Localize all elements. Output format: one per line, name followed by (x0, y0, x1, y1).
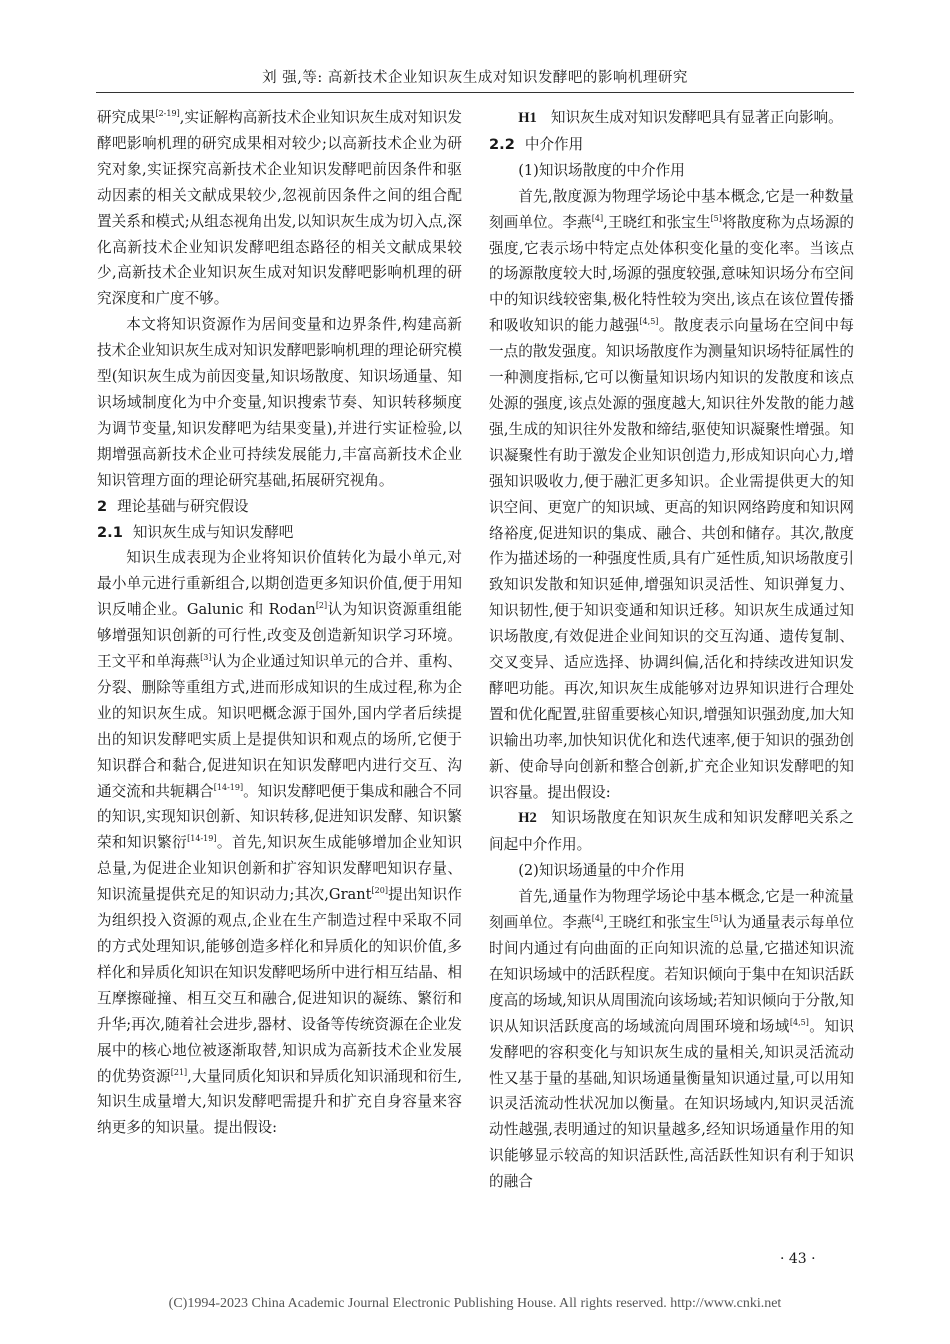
citation: [20] (371, 886, 388, 896)
paragraph (489, 184, 854, 806)
text: 认为知识资源重组能够增强知识创新的可行性,改变及创造新知识学习环境。王文平和单海燕 (97, 601, 462, 671)
text: 。知识发酵吧的容积变化与知识灰生成的量相关,知识灵活流动性又基于量的基础,知识场通量衡量知识通过量,可以用知识灵活流动性状况加以衡量。在知识场域内,知识灵活流动性越强,表明通过的知识量越多,经知识场通量作用的知识能够显示较高的知识活跃性,高活跃性知识有利于知识的融合 (489, 1017, 854, 1191)
section-number: 2.2 (489, 135, 515, 153)
page-number: · 43 · (780, 1251, 816, 1267)
text: 。知识发酵吧便于集成和融合不同的知识,实现知识创新、知识转移,促进知识发酵、知识繁荣和知识繁衍 (97, 782, 462, 852)
citation: [5] (710, 914, 722, 924)
citation: [2] (315, 601, 328, 611)
text: 提出知识作为组织投入资源的观点,企业在生产制造过程中采取不同的方式处理知识,能够创造多样化和异质化的知识价值,多样化和异质化知识在知识发酵吧场所中进行相互结晶、相互摩擦碰撞、相互交互和融合,促进知识的凝练、繁衍和升华;再次,随着社会进步,器材、设备等传统资源在企业发展中的核心地位被逐渐取替,知识成为高新技术企业发展的优势资源 (97, 886, 462, 1085)
section-title: 理论基础与研究假设 (117, 497, 249, 515)
text: 认为通量表示每单位时间内通过有向曲面的正向知识流的总量,它描述知识流在知识场域中的活跃程度。若知识倾向于集中在知识活跃度高的场域,知识从周围流向该场域;若知识倾向于分散,知识从知识活跃度高的场域流向周围环境和场域 (489, 914, 854, 1035)
hypothesis-label: H1 (518, 110, 537, 126)
subsection-heading (489, 132, 854, 158)
running-title: 刘 强,等: 高新技术企业知识灰生成对知识发酵吧的影响机理研究 (262, 70, 688, 86)
citation: [4] (591, 914, 604, 924)
citation: [4,5] (639, 317, 659, 327)
paragraph (97, 105, 462, 312)
text: 首先,通量作为物理学场论中基本概念,它是一种流量刻画单位。李燕 (489, 888, 854, 932)
section-number: 2.1 (97, 523, 123, 541)
section-title: 中介作用 (524, 135, 584, 153)
citation: [14-19] (187, 834, 217, 844)
left-column (97, 105, 462, 1141)
header-rule (96, 92, 854, 93)
text: ,王晓红和张宝生 (603, 914, 711, 932)
text: 。首先,知识灰生成能够增加企业知识总量,为促进企业知识创新和扩容知识发酵吧知识存量、知识流量提供充足的知识动力;其次,Grant (97, 834, 462, 904)
section-heading (97, 494, 462, 520)
subsection-heading (97, 520, 462, 546)
citation: [14-19] (213, 782, 244, 792)
hypothesis-label: H2 (518, 810, 537, 827)
paragraph (97, 545, 462, 1141)
text: ,王晓红和张宝生 (603, 213, 711, 231)
hypothesis-text: 知识场散度在知识灰生成和知识发酵吧关系之间起中介作用。 (489, 809, 854, 854)
paragraph (489, 884, 854, 1195)
citation: [5] (710, 213, 722, 223)
hypothesis-text: 知识灰生成对知识发酵吧具有显著正向影响。 (550, 109, 843, 126)
citation: [4] (591, 213, 604, 223)
sub-heading: (1)知识场散度的中介作用 (518, 161, 685, 179)
paragraph: 本文将知识资源作为居间变量和边界条件,构建高新技术企业知识灰生成对知识发酵吧影响机理的理论研究模型(知识灰生成为前因变量,知识场散度、知识场通量、知识场域制度化为中介变量,知识搜索节奏、知识转移频度为调节变量,知识发酵吧为结果变量),并进行实证检验,以期增强高新技术企业可持续发展能力,丰富高新技术企业知识管理方面的理论研究基础,拓展研究视角。 (97, 316, 462, 489)
text: ,大量同质化知识和异质化知识涌现和衍生,知识生成量增大,知识发酵吧需提升和扩充自身容量来容纳更多的知识量。提出假设: (97, 1067, 462, 1137)
citation: [21] (170, 1067, 188, 1077)
copyright-notice: (C)1994-2023 China Academic Journal Electronic Publishing House. All rights reserved. http://www.cnki.net (168, 1296, 782, 1311)
text: 认为企业通过知识单元的合并、重构、分裂、删除等重组方式,进而形成知识的生成过程,称为企业的知识灰生成。知识吧概念源于国外,国内学者后续提出的知识发酵吧实质上是提供知识和观点的场所,它便于知识群合和黏合,促进知识在知识发酵吧内进行交互、沟通交流和共轭耦合 (97, 653, 462, 800)
text: 首先,散度源为物理学场论中基本概念,它是一种数量刻画单位。李燕 (489, 187, 854, 231)
section-title: 知识灰生成与知识发酵吧 (132, 523, 294, 541)
sub-heading: (2)知识场通量的中介作用 (518, 862, 685, 880)
right-column (489, 105, 854, 1195)
hypothesis-h1 (489, 105, 854, 132)
hypothesis-h2 (489, 805, 854, 858)
citation: [3] (200, 653, 212, 663)
text: 知识生成表现为企业将知识价值转化为最小单元,对最小单元进行重新组合,以期创造更多知识价值,便于用知识反哺企业。Galunic 和 Rodan (97, 549, 462, 619)
text: ,实证解构高新技术企业知识灰生成对知识发酵吧影响机理的研究成果相对较少;以高新技术企业为研究对象,实证探究高新技术企业知识发酵吧前因条件和驱动因素的相关文献成果较少,忽视前因条件之间的组合配置关系和模式;从组态视角出发,以知识灰生成为切入点,深化高新技术企业知识发酵吧组态路径的相关文献成果较少,高新技术企业知识灰生成对知识发酵吧影响机理的研究深度和广度不够。 (97, 109, 462, 308)
citation: [4,5] (789, 1017, 809, 1027)
text: 研究成果 (97, 109, 156, 126)
citation: [2-19] (155, 109, 180, 119)
text: 。散度表示向量场在空间中每一点的散发强度。知识场散度作为测量知识场特征属性的一种测度指标,它可以衡量知识场内知识的发散度和该点处源的强度,该点处源的强度越大,知识往外发散的能力越强,生成的知识往外发散和缔结,驱使知识凝聚性增强。知识凝聚性有助于激发企业知识创造力,形成知识向心力,增强知识吸收力,便于融汇更多知识。企业需提供更大的知识空间、更宽广的知识域、更高的知识网络跨度和知识网络裕度,促进知识的集成、融合、共创和储存。其次,散度作为描述场的一种强度性质,具有广延性质,知识场散度引致知识发散和知识延伸,增强知识灵活性、知识弹复力、知识韧性,便于知识变通和知识迁移。知识灰生成通过知识场散度,有效促进企业间知识的交互沟通、遗传复制、交叉变异、适应选择、协调纠偏,活化和持续改进知识发酵吧功能。再次,知识灰生成能够对边界知识进行合理处置和优化配置,驻留重要核心知识,增强知识强劲度,加大知识输出功率,加快知识优化和迭代速率,便于知识的强劲创新、使命导向创新和整合创新,扩充企业知识发酵吧的知识容量。提出假设: (489, 317, 854, 801)
text: 将散度称为点场源的强度,它表示场中特定点处体积变化量的变化率。当该点的场源散度较大时,场源的强度较强,意味知识场分布空间中的知识线较密集,极化特性较为突出,该点在该位置传播和吸收知识的能力越强 (489, 213, 854, 335)
section-number: 2 (97, 497, 108, 515)
